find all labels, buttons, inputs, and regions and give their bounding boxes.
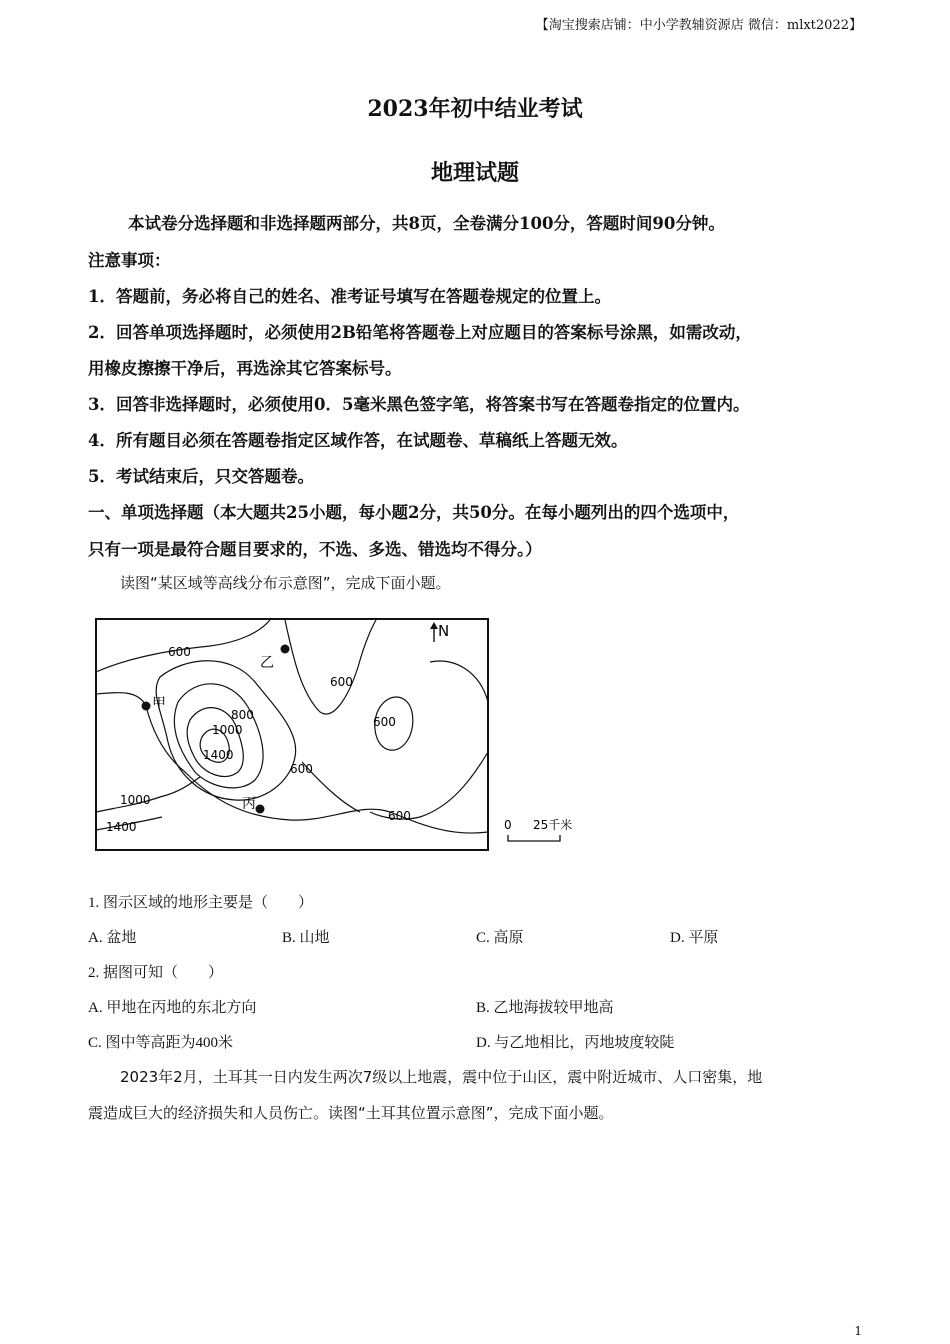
contour-label: 800 [231, 708, 254, 722]
contour-label: 600 [388, 809, 411, 823]
section-heading: 只有一项是最符合题目要求的，不选、多选、错选均不得分。） [88, 540, 542, 559]
option-b[interactable]: B. 乙地海拔较甲地高 [476, 1000, 614, 1016]
contour-map [90, 612, 590, 857]
option-c[interactable]: C. 图中等高距为400米 [88, 1035, 234, 1051]
exam-subject: 地理试题 [430, 160, 519, 186]
header-watermark: 【淘宝搜索店铺：中小学教辅资源店 微信：mlxt2022】 [535, 18, 862, 33]
place-jia: 甲 [152, 696, 166, 712]
section-heading: 一、单项选择题（本大题共25小题，每小题2分，共50分。在每小题列出的四个选项中， [88, 503, 740, 522]
option-a[interactable]: A. 甲地在丙地的东北方向 [88, 1000, 257, 1016]
scale-line [508, 835, 560, 841]
scale-label: 25千米 [533, 818, 573, 832]
dot-bing [256, 805, 265, 814]
option-c[interactable]: C. 高原 [476, 930, 524, 946]
option-d[interactable]: D. 与乙地相比，丙地坡度较陡 [476, 1035, 675, 1051]
map-instruction: 读图“某区域等高线分布示意图”，完成下面小题。 [120, 574, 451, 592]
north-arrow-icon [430, 622, 438, 629]
passage-line: 震造成巨大的经济损失和人员伤亡。读图“土耳其位置示意图”，完成下面小题。 [88, 1104, 614, 1122]
option-d[interactable]: D. 平原 [670, 930, 719, 946]
notice-item: 4．所有题目必须在答题卷指定区域作答，在试题卷、草稿纸上答题无效。 [88, 431, 628, 450]
contour-label: 600 [330, 675, 353, 689]
option-b[interactable]: B. 山地 [282, 930, 330, 946]
place-bing: 丙 [242, 796, 256, 812]
exam-title: 2023年初中结业考试 [367, 96, 583, 122]
notice-heading: 注意事项： [88, 251, 171, 270]
contour-label: 1400 [203, 748, 234, 762]
question-stem: 2. 据图可知（ ） [88, 965, 224, 981]
dot-jia [142, 702, 151, 711]
notice-item: 用橡皮擦擦干净后，再选涂其它答案标号。 [88, 359, 402, 378]
north-label: N [438, 622, 450, 640]
contour-label: 1000 [212, 723, 243, 737]
scale-zero: 0 [504, 818, 512, 832]
contour-label: 600 [290, 762, 313, 776]
contour-label: 1400 [106, 820, 137, 834]
notice-item: 3．回答非选择题时，必须使用0．5毫米黑色签字笔，将答案书写在答题卷指定的位置内。 [88, 395, 750, 414]
contour-label: 600 [373, 715, 396, 729]
contour-line [285, 620, 376, 714]
option-a[interactable]: A. 盆地 [88, 930, 137, 946]
scale-bar [504, 817, 572, 841]
page-number: 1 [854, 1324, 862, 1338]
north-arrow [430, 622, 449, 642]
dot-yi [281, 645, 290, 654]
contour-label: 1000 [120, 793, 151, 807]
notice-item: 5．考试结束后，只交答题卷。 [88, 467, 314, 486]
contour-lines [96, 620, 488, 833]
question-stem: 1. 图示区域的地形主要是（ ） [88, 895, 314, 911]
intro-text: 本试卷分选择题和非选择题两部分，共8页，全卷满分100分，答题时间90分钟。 [128, 214, 725, 233]
contour-line [370, 661, 488, 819]
passage-line: 2023年2月，土耳其一日内发生两次7级以上地震，震中位于山区，震中附近城市、人口密集，地 [120, 1068, 763, 1086]
notice-item: 2．回答单项选择题时，必须使用2B铅笔将答题卷上对应题目的答案标号涂黑，如需改动， [88, 323, 752, 342]
notice-item: 1．答题前，务必将自己的姓名、准考证号填写在答题卷规定的位置上。 [88, 287, 611, 306]
contour-label: 600 [168, 645, 191, 659]
place-yi: 乙 [260, 655, 274, 671]
